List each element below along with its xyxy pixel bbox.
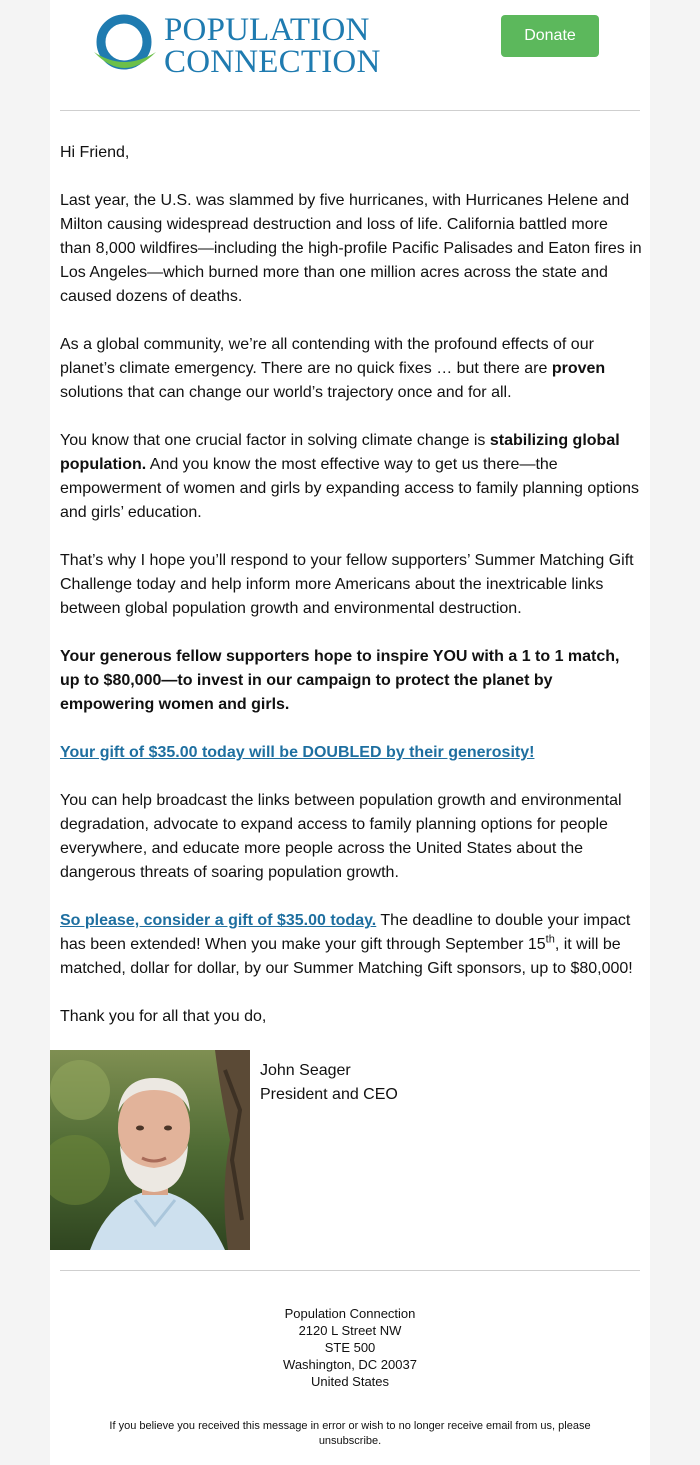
- signer-photo: [50, 1050, 250, 1250]
- p8-superscript: th: [545, 933, 555, 946]
- p8-text-b: , it will be matched, dollar for dollar, by our Summer Matching Gift sponsors, up to $80,000!: [60, 936, 633, 977]
- paragraph-doubled-link: [60, 741, 642, 765]
- logo-line-1: POPULATION: [164, 12, 370, 48]
- footer-suite: STE 500: [324, 1340, 376, 1355]
- signer-name: John Seager: [260, 1062, 351, 1079]
- p2-text-a: As a global community, we’re all contending with the profound effects of our planet’s climate emergency. There are no quick fixes … but there are: [60, 336, 594, 377]
- paragraph-broadcast: You can help broadcast the links between population growth and environmental degradation, advocate to expand access to family planning options for people everywhere, and educate more people across the United States about the dangerous threats of soaring population growth.: [60, 792, 622, 881]
- paragraph-deadline: [60, 909, 642, 981]
- population-connection-logo[interactable]: [90, 12, 420, 82]
- email-header: [50, 0, 650, 110]
- signer-title: President and CEO: [260, 1086, 398, 1103]
- logo-line-2: CONNECTION: [164, 44, 381, 80]
- p3-bold: stabilizing global population.: [60, 432, 620, 473]
- footer-address: [50, 1305, 650, 1390]
- p3-text-a: You know that one crucial factor in solving climate change is: [60, 432, 490, 449]
- paragraph-hurricanes: Last year, the U.S. was slammed by five hurricanes, with Hurricanes Helene and Milton causing widespread destruction and loss of life. California battled more than 8,000 wildfires—including the high-profile Pacific Palisades and Eaton fires in Los Angeles—which burned more than one million acres across the state and caused dozens of deaths.: [60, 192, 642, 305]
- footer-city: Washington, DC 20037: [283, 1357, 417, 1372]
- logo-ring-icon: [90, 12, 160, 82]
- p8-text-a: The deadline to double your impact has been extended! When you make your gift through September 15: [60, 912, 631, 953]
- paragraph-challenge: That’s why I hope you’ll respond to your fellow supporters’ Summer Matching Gift Challenge today and help inform more Americans about the inextricable links between global population growth and environmental destruction.: [60, 552, 634, 617]
- doubled-gift-link[interactable]: Your gift of $35.00 today will be DOUBLED by their generosity!: [60, 744, 535, 761]
- closing: Thank you for all that you do,: [60, 1008, 267, 1025]
- paragraph-population: [60, 429, 642, 525]
- footer-country: United States: [310, 1374, 390, 1389]
- paragraph-match: [60, 645, 642, 717]
- footer-org: Population Connection: [284, 1306, 416, 1321]
- p3-text-b: And you know the most effective way to get us there—the empowerment of women and girls by expanding access to family planning options and girls’ education.: [60, 456, 639, 521]
- email-body: [50, 0, 650, 1465]
- footer-divider: [60, 1270, 640, 1271]
- p2-text-b: solutions that can change our world’s trajectory once and for all.: [60, 384, 512, 401]
- header-divider: [60, 110, 640, 111]
- donate-button[interactable]: Donate: [501, 15, 599, 57]
- signature-block: [260, 1059, 398, 1107]
- footer-street: 2120 L Street NW: [298, 1323, 402, 1338]
- consider-gift-link[interactable]: So please, consider a gift of $35.00 today.: [60, 912, 377, 929]
- p2-bold: proven: [551, 360, 606, 377]
- p5-bold: Your generous fellow supporters hope to inspire YOU with a 1 to 1 match, up to $80,000—to invest in our campaign to protect the planet by empowering women and girls.: [60, 648, 620, 713]
- letter-content: [60, 141, 642, 1053]
- logo-wordmark: [164, 14, 380, 78]
- paragraph-climate: [60, 333, 642, 405]
- unsubscribe-notice[interactable]: If you believe you received this message in error or wish to no longer receive email from us, please unsubscribe.: [109, 1420, 591, 1447]
- greeting: Hi Friend,: [60, 144, 130, 161]
